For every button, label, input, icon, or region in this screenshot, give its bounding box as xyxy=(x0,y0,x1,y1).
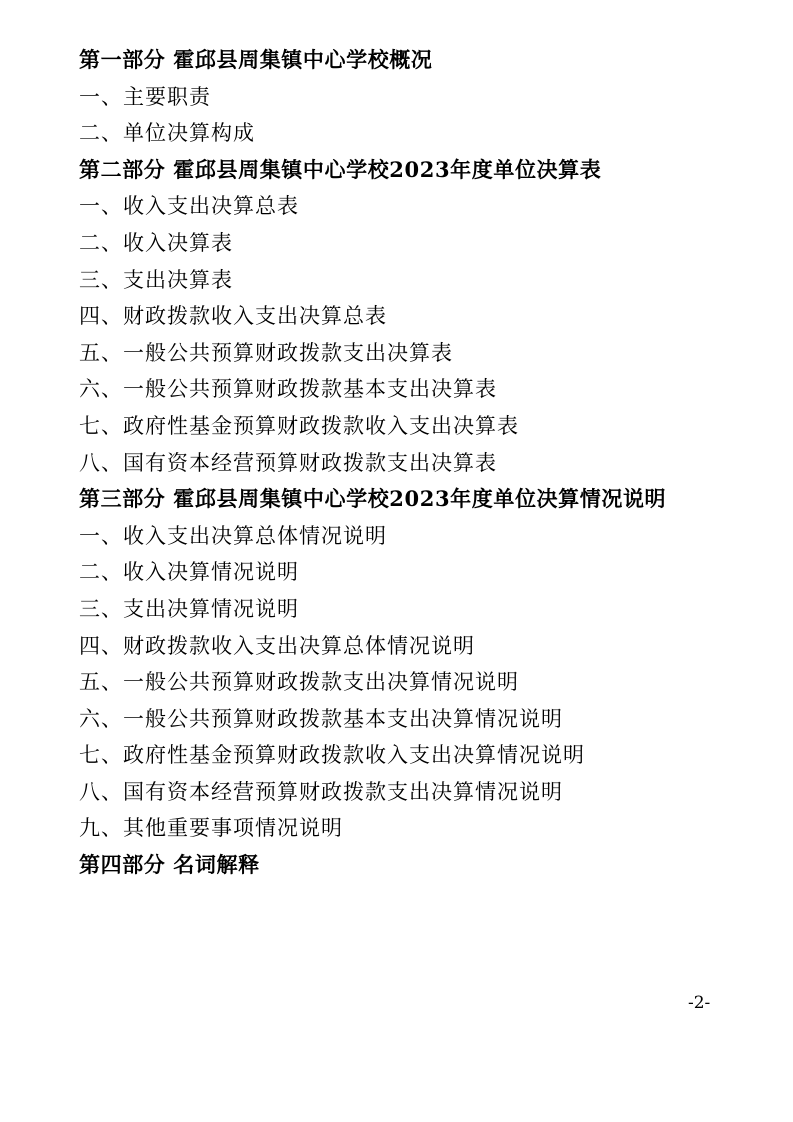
part3-item-4: 四、财政拨款收入支出决算总体情况说明 xyxy=(79,633,475,658)
part3-item-5: 五、一般公共预算财政拨款支出决算情况说明 xyxy=(79,670,519,695)
part2-item-7: 七、政府性基金预算财政拨款收入支出决算表 xyxy=(79,413,519,438)
part1-title: 第一部分 霍邱县周集镇中心学校概况 xyxy=(79,47,433,72)
part2-item-2: 二、收入决算表 xyxy=(79,230,233,255)
part3-item-8: 八、国有资本经营预算财政拨款支出决算情况说明 xyxy=(79,779,563,804)
part3-item-6: 六、一般公共预算财政拨款基本支出决算情况说明 xyxy=(79,706,563,731)
table-of-contents xyxy=(79,42,719,884)
part3-item-1: 一、收入支出决算总体情况说明 xyxy=(79,523,387,548)
part2-item-1: 一、收入支出决算总表 xyxy=(79,194,299,219)
part2-title: 第二部分 霍邱县周集镇中心学校2023年度单位决算表 xyxy=(79,156,602,182)
part3-item-7: 七、政府性基金预算财政拨款收入支出决算情况说明 xyxy=(79,743,585,768)
page-number: -2- xyxy=(688,993,711,1013)
part1-item-2: 二、单位决算构成 xyxy=(79,121,255,146)
part3-item-9: 九、其他重要事项情况说明 xyxy=(79,816,343,841)
part2-item-3: 三、支出决算表 xyxy=(79,267,233,292)
part3-item-2: 二、收入决算情况说明 xyxy=(79,560,299,585)
part2-item-6: 六、一般公共预算财政拨款基本支出决算表 xyxy=(79,377,497,402)
part4-title: 第四部分 名词解释 xyxy=(79,852,260,878)
part2-item-5: 五、一般公共预算财政拨款支出决算表 xyxy=(79,340,453,365)
part3-item-3: 三、支出决算情况说明 xyxy=(79,596,299,621)
part2-item-4: 四、财政拨款收入支出决算总表 xyxy=(79,304,387,329)
part2-item-8: 八、国有资本经营预算财政拨款支出决算表 xyxy=(79,450,497,475)
part1-item-1: 一、主要职责 xyxy=(79,84,211,109)
part3-title: 第三部分 霍邱县周集镇中心学校2023年度单位决算情况说明 xyxy=(79,486,667,512)
